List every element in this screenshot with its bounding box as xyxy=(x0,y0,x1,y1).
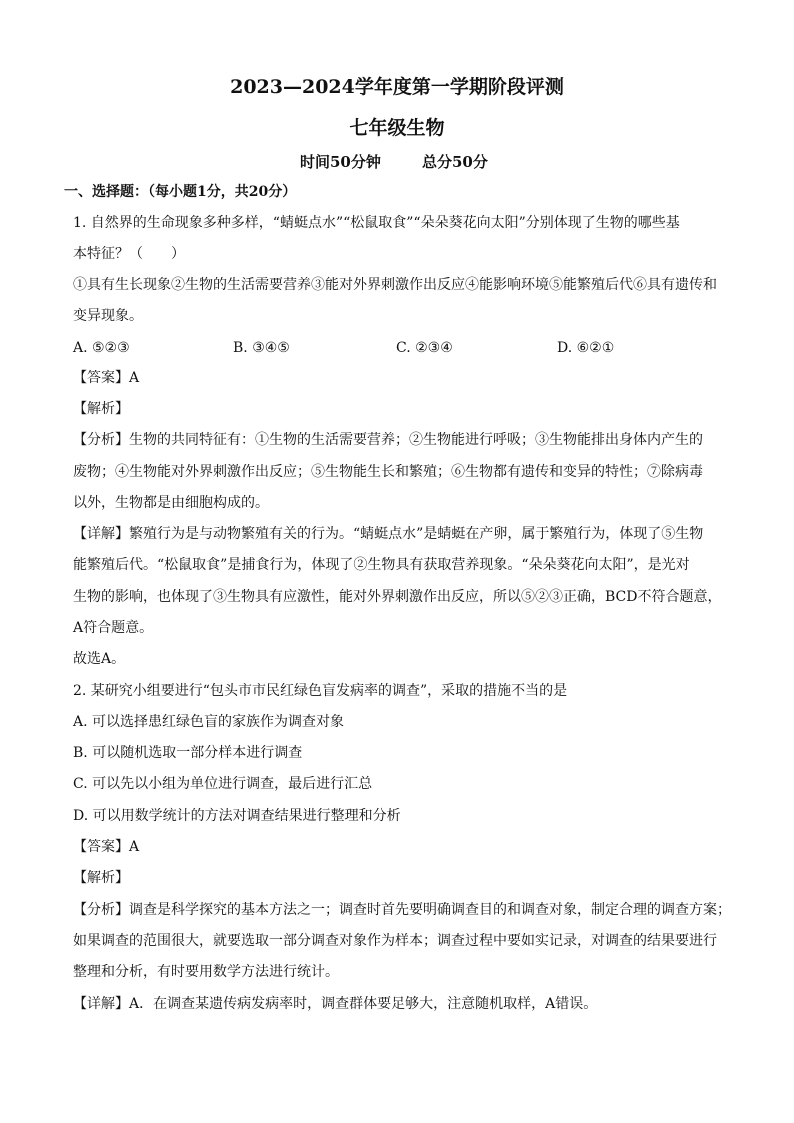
subject-title: 七年级生物 xyxy=(349,117,445,139)
q2-option-a: A. 可以选择患红绿色盲的家族作为调查对象 xyxy=(73,714,345,730)
q1-items-line2: 变异现象。 xyxy=(73,308,143,324)
q1-analysis-label: 【解析】 xyxy=(73,401,129,417)
q2-answer: 【答案】A xyxy=(73,839,140,855)
q2-detail-line1: 【详解】A．在调查某遗传病发病率时，调查群体要足够大，注意随机取样，A错误。 xyxy=(73,996,598,1012)
q1-conclusion: 故选A。 xyxy=(73,651,126,667)
q1-fenxi-line2: 废物；④生物能对外界刺激作出反应；⑤生物能生长和繁殖；⑥生物都有遗传和变异的特性；⑦除病毒 xyxy=(73,464,703,480)
q1-detail-line3: 生物的影响，也体现了③生物具有应激性，能对外界刺激作出反应，所以⑤②③正确，BCD不符合题意， xyxy=(73,589,722,605)
q1-option-d: D. ⑥②① xyxy=(557,340,615,356)
exam-time: 时间50分钟 xyxy=(300,153,381,171)
q1-option-a: A. ⑤②③ xyxy=(73,340,130,356)
q1-detail-line1: 【详解】繁殖行为是与动物繁殖有关的行为。“蜻蜓点水”是蜻蜓在产卵，属于繁殖行为，体现了⑤生物 xyxy=(73,526,704,542)
q2-option-b: B. 可以随机选取一部分样本进行调查 xyxy=(73,745,303,761)
q1-stem-line1: 1. 自然界的生命现象多种多样，“蜻蜓点水”“松鼠取食”“朵朵葵花向太阳”分别体现了生物的哪些基 xyxy=(73,215,680,231)
q1-fenxi-line1: 【分析】生物的共同特征有：①生物的生活需要营养；②生物能进行呼吸；③生物能排出身体内产生的 xyxy=(73,432,703,448)
q2-analysis-label: 【解析】 xyxy=(73,870,129,886)
q1-detail-line4: A符合题意。 xyxy=(73,620,154,636)
q1-stem-line2: 本特征？（ ） xyxy=(73,246,185,262)
q1-fenxi-line3: 以外，生物都是由细胞构成的。 xyxy=(73,495,269,511)
q1-option-b: B. ③④⑤ xyxy=(233,340,290,356)
q1-detail-line2: 能繁殖后代。“松鼠取食”是捕食行为，体现了②生物具有获取营养现象。“朵朵葵花向太阳”，是光对 xyxy=(73,557,690,573)
q1-answer: 【答案】A xyxy=(73,370,140,386)
q2-option-d: D. 可以用数学统计的方法对调查结果进行整理和分析 xyxy=(73,808,401,824)
q2-fenxi-line3: 整理和分析，有时要用数学方法进行统计。 xyxy=(73,964,339,980)
section-heading: 一、选择题：（每小题1分，共20分） xyxy=(64,184,297,200)
q2-fenxi-line2: 如果调查的范围很大，就要选取一部分调查对象作为样本；调查过程中要如实记录，对调查的结果要进行 xyxy=(73,933,717,949)
q1-items-line1: ①具有生长现象②生物的生活需要营养③能对外界刺激作出反应④能影响环境⑤能繁殖后代⑥具有遗传和 xyxy=(73,277,717,293)
q2-option-c: C. 可以先以小组为单位进行调查，最后进行汇总 xyxy=(73,776,373,792)
exam-title: 2023—2024学年度第一学期阶段评测 xyxy=(230,76,564,98)
exam-total-score: 总分50分 xyxy=(422,153,488,171)
q2-fenxi-line1: 【分析】调查是科学探究的基本方法之一；调查时首先要明确调查目的和调查对象，制定合理的调查方案； xyxy=(73,902,731,918)
q2-stem: 2. 某研究小组要进行“包头市市民红绿色盲发病率的调查”，采取的措施不当的是 xyxy=(73,683,568,699)
q1-option-c: C. ②③④ xyxy=(396,340,453,356)
